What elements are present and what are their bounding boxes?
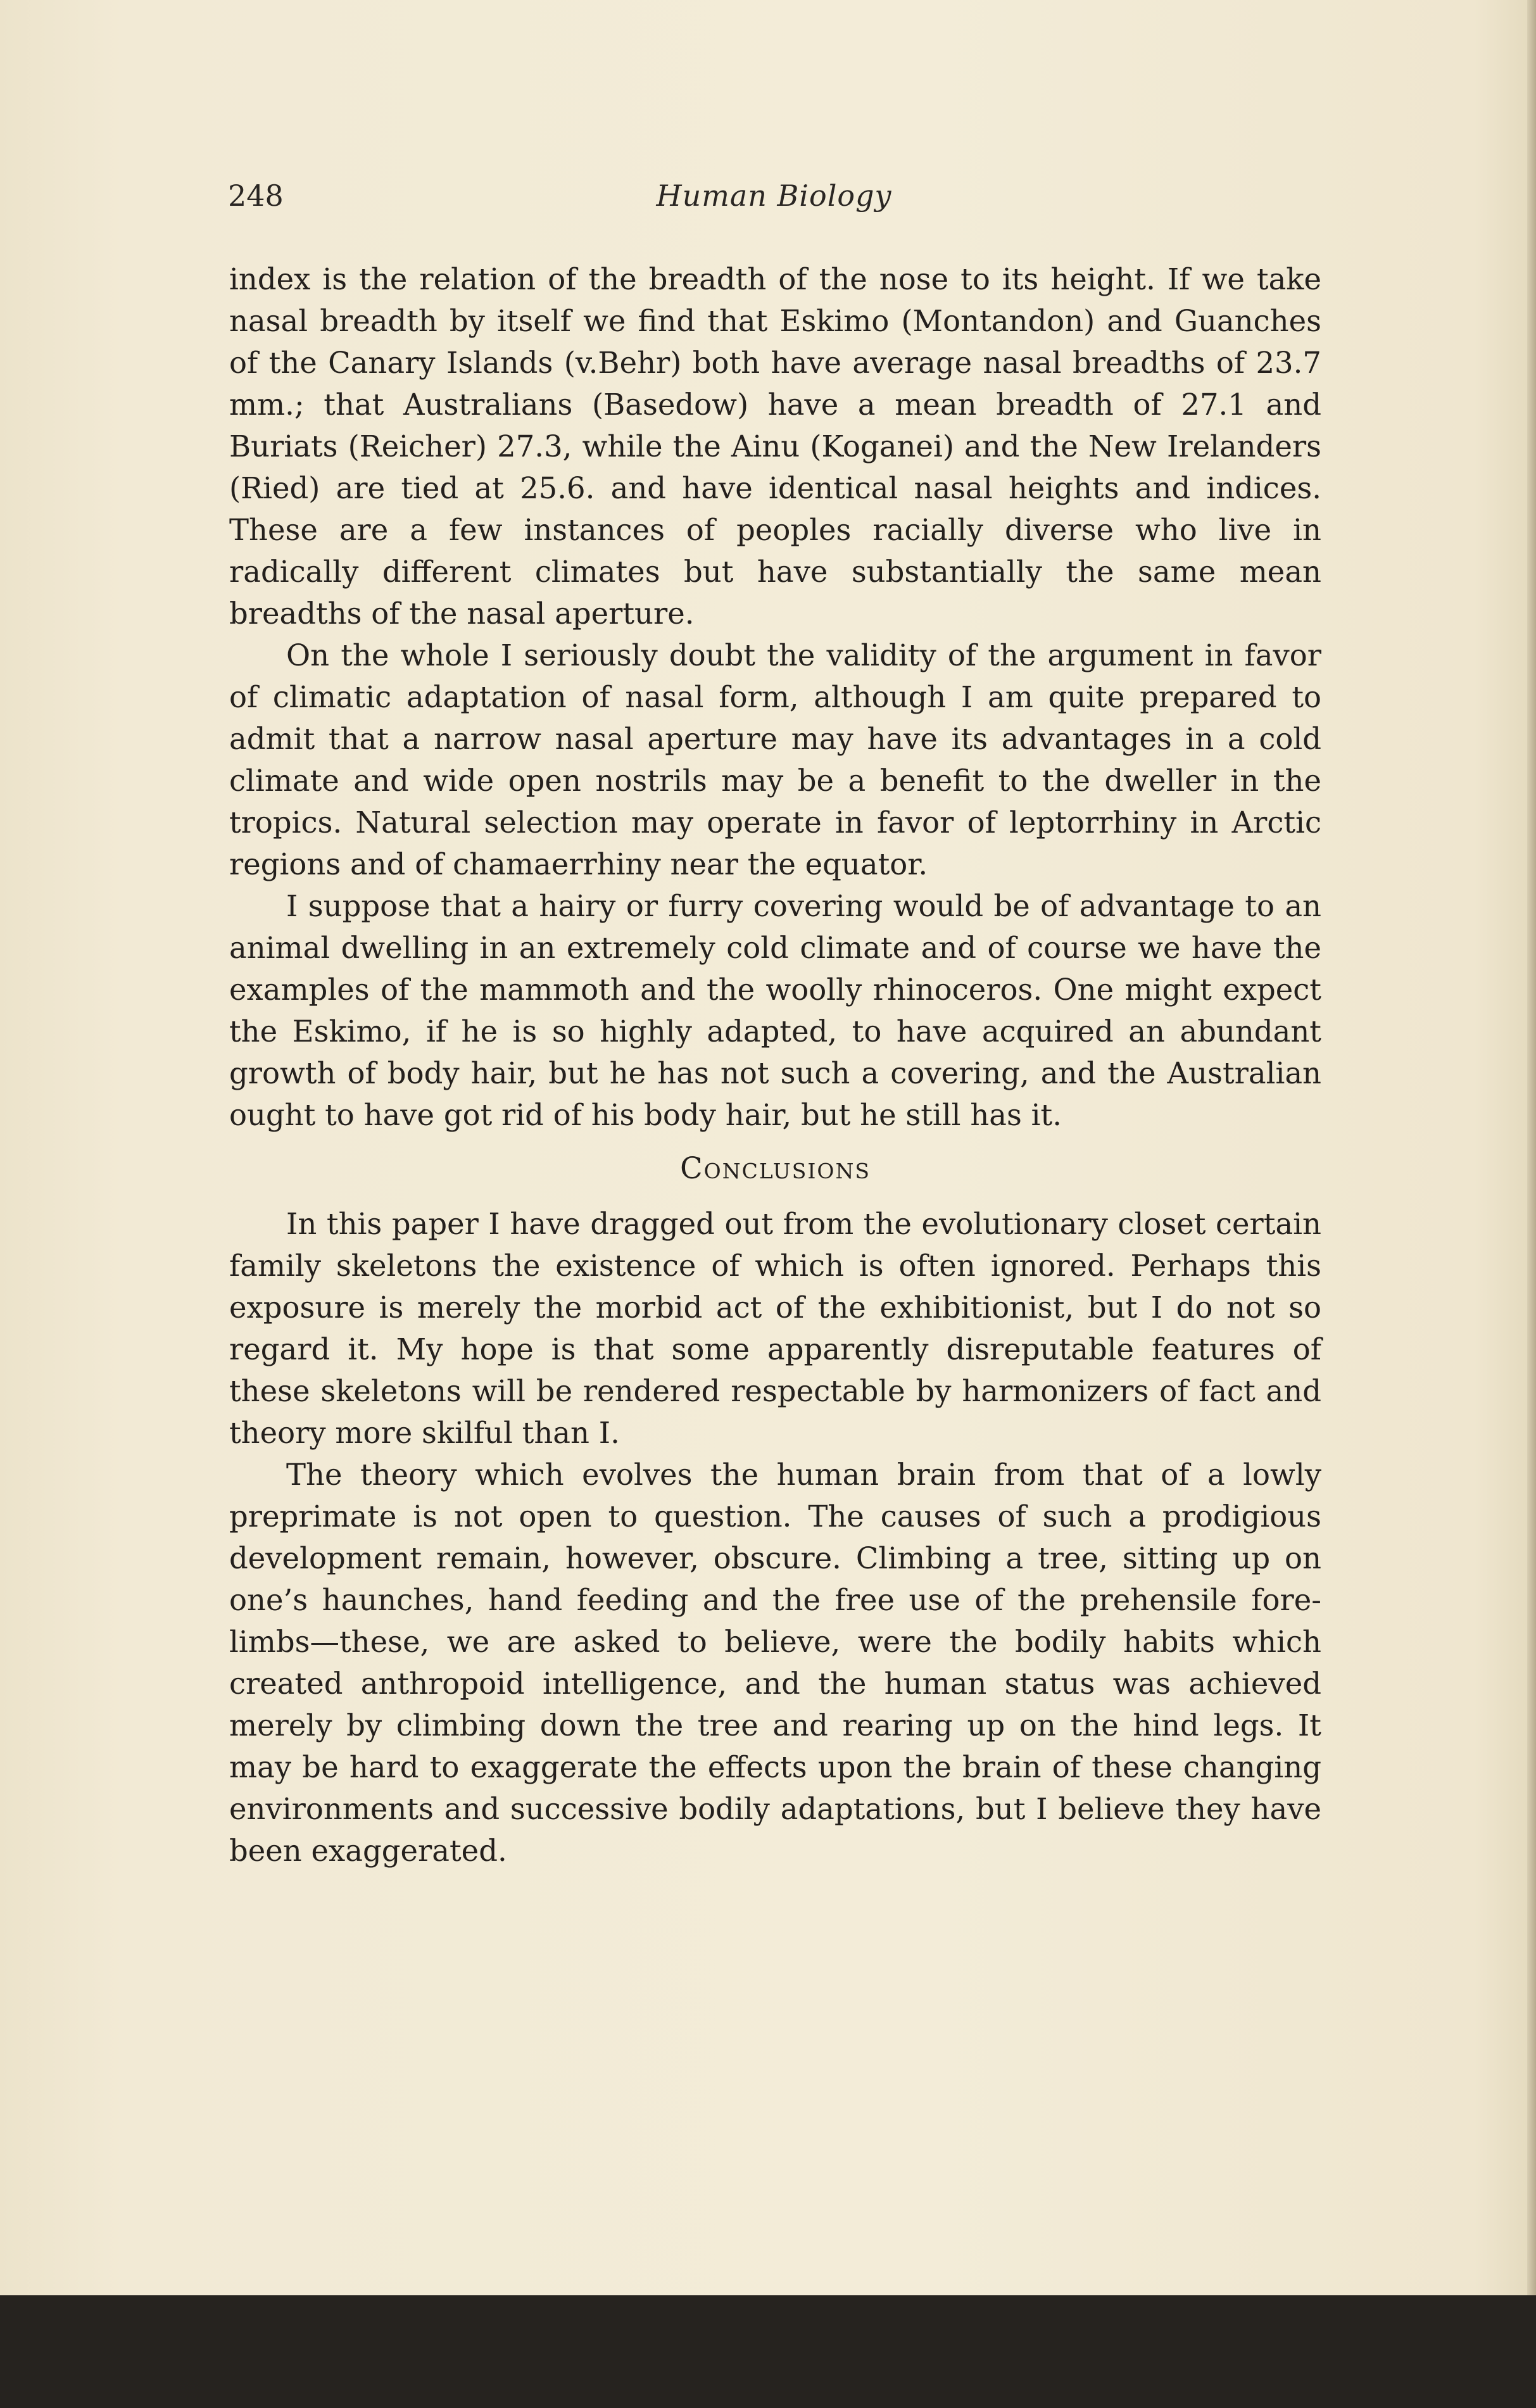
body-text <box>229 258 1321 1872</box>
paragraph-nasal-breadth: index is the relation of the breadth of the nose to its height. If we take nasal breadth by itself we find that Eskimo (Montandon) and Guanches of the Canary Islands (v.Behr) both have average nasal breadths of 23.7 mm.; that Australians (Basedow) have a mean breadth of 27.1 and Buriats (Reicher) 27.3, while the Ainu (Koganei) and the New Irelanders (Ried) are tied at 25.6. and have identical nasal heights and indices. These are a few instances of peoples racially diverse who live in radically different climates but have substantially the same mean breadths of the nasal aperture. <box>229 262 1321 631</box>
paragraph-climatic-adaptation: On the whole I seriously doubt the validity of the argument in favor of climatic adaptation of nasal form, although I am quite prepared to admit that a narrow nasal aperture may have its advantages in a cold climate and wide open nostrils may be a benefit to the dweller in the tropics. Natural selection may operate in favor of leptorrhiny in Arctic regions and of chamaerrhiny near the equator. <box>229 638 1321 881</box>
page-edge <box>1527 0 1536 2295</box>
paragraph-body-hair: I suppose that a hairy or furry covering would be of advantage to an animal dwelling in an extremely cold climate and of course we have the examples of the mammoth and the woolly rhinoceros. One might expect the Eskimo, if he is so highly adapted, to have acquired an abundant growth of body hair, but he has not such a covering, and the Australian ought to have got rid of his body hair, but he still has it. <box>229 889 1321 1132</box>
paragraph-conclusions-intro: In this paper I have dragged out from the evolutionary closet certain family skeletons the existence of which is often ignored. Perhaps this exposure is merely the morbid act of the exhibitionist, but I do not so regard it. My hope is that some apparently disreputable features of these skeletons will be rendered respectable by harmonizers of fact and theory more skilful than I. <box>229 1207 1321 1450</box>
page-header <box>228 179 1320 229</box>
scan-background <box>0 2295 1536 2408</box>
paragraph-brain-theory: The theory which evolves the human brain from that of a lowly preprimate is not open to question. The causes of such a prodigious development remain, however, obscure. Climbing a tree, sitting up on one’s haunches, hand feeding and the free use of the prehensile fore-limbs—these, we are asked to believe, were the bodily habits which created anthropoid intelligence, and the human status was achieved merely by climbing down the tree and rearing up on the hind legs. It may be hard to exaggerate the effects upon the brain of these changing environments and successive bodily adaptations, but I believe they have been exaggerated. <box>229 1458 1321 1868</box>
page-number: 248 <box>228 179 284 213</box>
section-heading: Conclusions <box>680 1151 871 1185</box>
running-title: Human Biology <box>656 179 892 213</box>
